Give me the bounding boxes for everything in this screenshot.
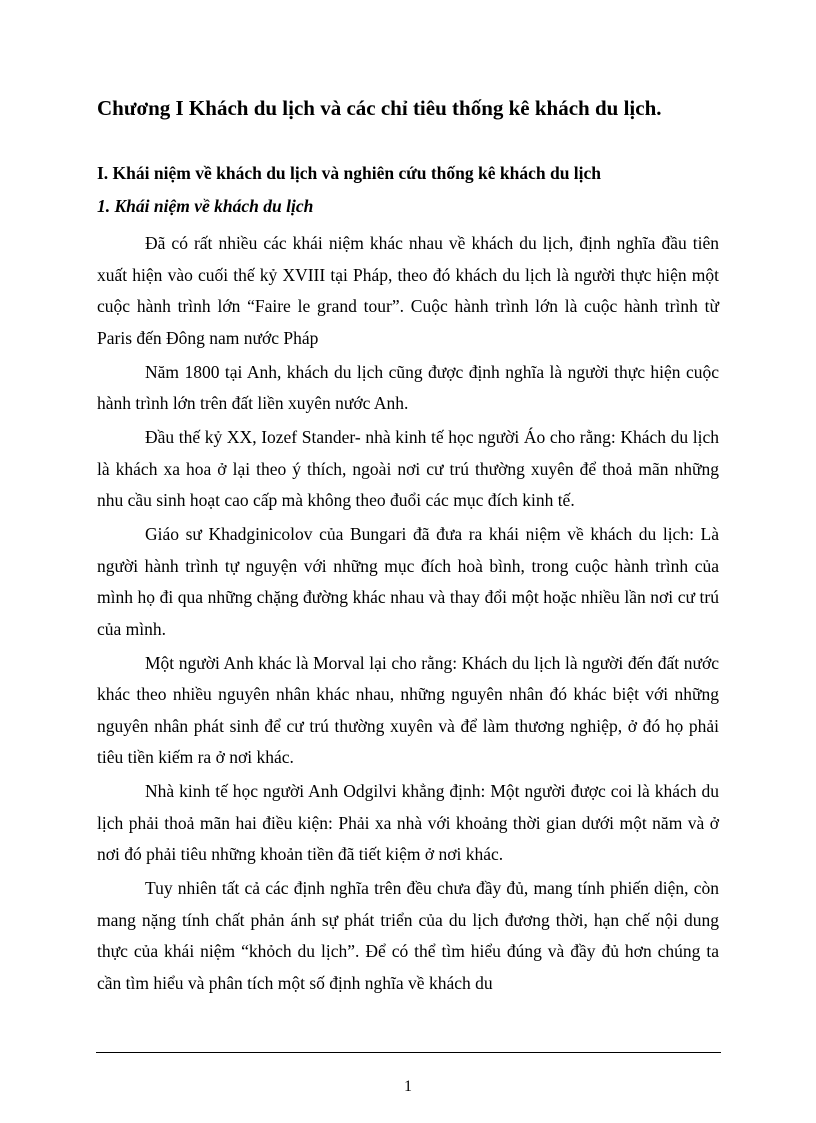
paragraph: Năm 1800 tại Anh, khách du lịch cũng được định nghĩa là người thực hiện cuộc hành trình lớn trên đất liền xuyên nước Anh.: [97, 361, 719, 413]
paragraph: Đầu thế kỷ XX, Iozef Stander- nhà kinh tế học người Áo cho rằng: Khách du lịch là khách xa hoa ở lại theo ý thích, ngoài nơi cư trú thường xuyên để thoả mãn những nhu cầu sinh hoạt cao cấp mà không theo đuổi các mục đích kinh tế.: [97, 427, 719, 510]
page-number: 1: [404, 1078, 412, 1095]
paragraph: Nhà kinh tế học người Anh Odgilvi khẳng định: Một người được coi là khách du lịch phải thoả mãn hai điều kiện: Phải xa nhà với khoảng thời gian dưới một năm và ở nơi đó phải tiêu những khoản tiền đã tiết kiệm ở nơi khác.: [97, 781, 719, 864]
paragraph: Đã có rất nhiều các khái niệm khác nhau về khách du lịch, định nghĩa đầu tiên xuất hiện vào cuối thế kỷ XVIII tại Pháp, theo đó khách du lịch là người thực hiện một cuộc hành trình lớn “Faire le grand tour”. Cuộc hành trình lớn là cuộc hành trình từ Paris đến Đông nam nước Pháp: [97, 233, 719, 348]
paragraph: Tuy nhiên tất cả các định nghĩa trên đều chưa đầy đủ, mang tính phiến diện, còn mang nặng tính chất phản ánh sự phát triển của du lịch đương thời, hạn chế nội dung thực của khái niệm “khỏch du lịch”. Để có thể tìm hiểu đúng và đầy đủ hơn chúng ta cần tìm hiểu và phân tích một số định nghĩa về khách du: [97, 878, 719, 993]
body-text: [97, 228, 719, 1002]
footer-divider: [96, 1052, 721, 1053]
section-heading: I. Khái niệm về khách du lịch và nghiên cứu thống kê khách du lịch: [97, 163, 602, 183]
paragraph: Một người Anh khác là Morval lại cho rằng: Khách du lịch là người đến đất nước khác theo nhiều nguyên nhân khác nhau, những nguyên nhân đó khác biệt với những nguyên nhân phát sinh để cư trú thường xuyên và để làm thương nghiệp, ở đó họ phải tiêu tiền kiếm ra ở nơi khác.: [97, 652, 719, 767]
chapter-title: Chương I Khách du lịch và các chỉ tiêu thống kê khách du lịch.: [97, 96, 662, 120]
paragraph: Giáo sư Khadginicolov của Bungari đã đưa ra khái niệm về khách du lịch: Là người hành trình tự nguyện với những mục đích hoà bình, trong cuộc hành trình của mình họ đi qua những chặng đường khác nhau và thay đổi một hoặc nhiều lần nơi cư trú của mình.: [97, 524, 719, 639]
subsection-heading: 1. Khái niệm về khách du lịch: [97, 196, 314, 216]
